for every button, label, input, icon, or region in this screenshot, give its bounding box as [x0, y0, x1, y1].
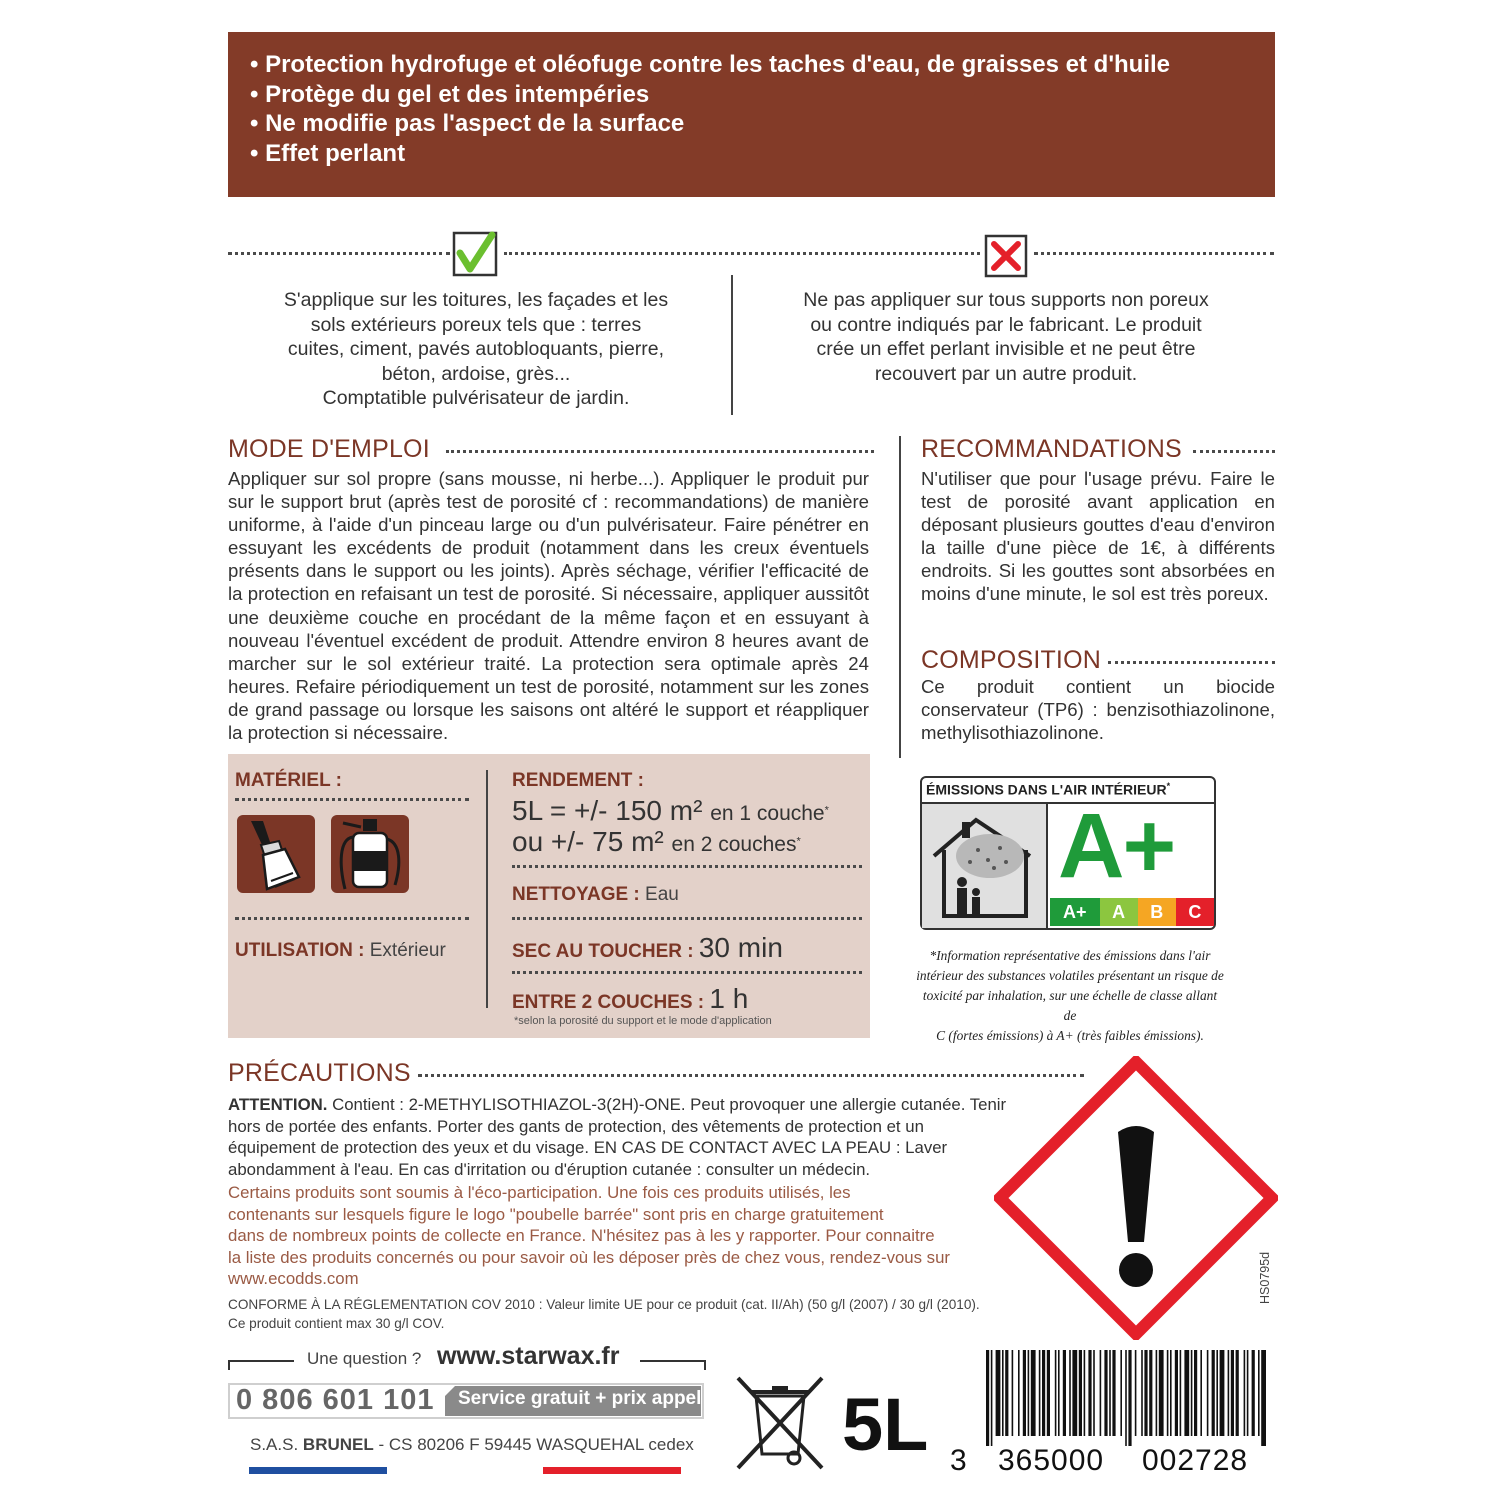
company-address: - CS 80206 F 59445 WASQUEHAL cedex: [373, 1435, 694, 1454]
barcode-bar: [1100, 1350, 1102, 1436]
barcode-bar: [1141, 1350, 1143, 1436]
text-line: intérieur des substances volatiles présentant un risque de: [916, 968, 1224, 983]
text-line: recouvert par un autre produit.: [874, 362, 1138, 385]
barcode-bar: [1028, 1350, 1030, 1436]
divider-dots: [235, 917, 469, 920]
text-line: hors de portée des enfants. Porter des gants de protection, des vêtements de protection et un: [228, 1116, 924, 1136]
barcode-bar: [1069, 1350, 1071, 1436]
barcode-bar: [1079, 1350, 1082, 1436]
ecodds-link[interactable]: www.ecodds.com: [228, 1269, 359, 1289]
rendement-2-big: ou +/- 75 m²: [512, 826, 672, 857]
hazard-exclamation-icon: [994, 1056, 1278, 1340]
barcode-bar: [1236, 1350, 1239, 1436]
barcode-bar: [1231, 1350, 1234, 1436]
barcode-bar: [1093, 1350, 1095, 1436]
flag-stripe-blue: [249, 1467, 387, 1474]
barcode-bar: [1175, 1350, 1178, 1436]
brush-icon: [237, 815, 315, 893]
barcode-bar: [1212, 1350, 1215, 1436]
barcode-bar: [1194, 1350, 1197, 1436]
divider-dots: [1034, 252, 1274, 255]
nettoyage-row: [512, 884, 679, 906]
volume-label: 5L: [842, 1383, 929, 1466]
sec-label: SEC AU TOUCHER :: [512, 941, 694, 962]
divider-dots: [512, 865, 862, 868]
question-label: Une question ?: [307, 1349, 422, 1368]
barcode-bar: [1112, 1350, 1115, 1436]
flag-stripe-red: [543, 1467, 681, 1474]
barcode-bar: [1180, 1350, 1182, 1436]
barcode-bar: [1191, 1350, 1193, 1436]
text-line: ou contre indiqués par le fabricant. Le produit: [810, 313, 1202, 336]
barcode-digits-right: 002728: [1142, 1444, 1249, 1477]
text-line: Ce produit contient max 30 g/l COV.: [228, 1316, 445, 1331]
barcode-bar: [1047, 1350, 1050, 1436]
barcode-bar: [1005, 1350, 1008, 1436]
website-link[interactable]: www.starwax.fr: [437, 1342, 620, 1370]
barcode-bar: [1063, 1350, 1066, 1436]
rendement-line-2: [512, 826, 801, 858]
divider-dots: [504, 252, 980, 255]
barcode-bar: [1247, 1350, 1249, 1436]
utilisation-value: Extérieur: [369, 940, 446, 961]
divider-dots: [418, 1074, 1084, 1077]
barcode-bar: [1159, 1350, 1164, 1436]
barcode-bar: [1156, 1350, 1158, 1436]
bracket-line: [236, 1360, 294, 1362]
sec-value: 30 min: [698, 932, 783, 963]
text-line: toxicité par inhalation, sur une échelle de classe allant de: [922, 988, 1218, 1023]
barcode-bar: [1149, 1350, 1152, 1436]
couches-row: [512, 983, 748, 1015]
barcode-bar: [986, 1350, 989, 1446]
barcode-bar: [1244, 1350, 1246, 1436]
text-line: [228, 1094, 1088, 1116]
barcode-bar: [1042, 1350, 1045, 1436]
nettoyage-value: Eau: [645, 884, 679, 905]
barcode-digits-left: 365000: [998, 1444, 1105, 1477]
bracket-line: [640, 1360, 704, 1362]
barcode-bar: [1200, 1350, 1202, 1436]
rendement-1-big: 5L = +/- 150 m²: [512, 795, 711, 826]
rendement-label: RENDEMENT :: [512, 770, 644, 791]
service-label: Service gratuit + prix appel: [458, 1388, 702, 1409]
barcode-bar: [1104, 1350, 1107, 1436]
rendement-1-small: en 1 couche: [710, 802, 825, 825]
barcode-bar: [1258, 1350, 1260, 1436]
text-line: cuites, ciment, pavés autobloquants, pierre,: [287, 338, 665, 361]
recommandations-text: N'utiliser que pour l'usage prévu. Faire le test de porosité avant application en déposant plusieurs gouttes d'eau d'environ la taille d'une pièce de 1€, à différents endroits. Si les gouttes sont absorbées en moins d'une minute, le sol est très poreux.: [921, 468, 1275, 605]
check-icon: [452, 231, 498, 277]
text-line: S'applique sur les toitures, les façades et les: [283, 289, 669, 311]
barcode-bar: [1072, 1350, 1077, 1436]
barcode-bar: [1261, 1350, 1266, 1446]
divider-dots: [235, 798, 469, 801]
composition-text: Ce produit contient un biocide conservateur (TP6) : benzisothiazolinone, methylisothiazolinone.: [921, 676, 1275, 744]
text-line: dans de nombreux points de collecte en France. N'hésitez pas à les y rapporter. Pour connaitre: [228, 1226, 935, 1246]
barcode-bar: [991, 1350, 993, 1446]
barcode-bar: [1216, 1350, 1218, 1436]
utilisation-row: [235, 940, 446, 962]
unsuitable-surfaces-text: [760, 288, 1252, 386]
cov-text: [228, 1295, 1128, 1333]
features-banner: [228, 32, 1275, 197]
text-line: contenants sur lesquels figure le logo "poubelle barrée" sont pris en charge gratuitement: [228, 1204, 884, 1224]
divider-dots: [512, 917, 862, 920]
barcode-bar: [1128, 1350, 1131, 1446]
text-line: Ne pas appliquer sur tous supports non poreux: [803, 289, 1209, 311]
text-line: crée un effet perlant invisible et ne peut être: [816, 338, 1196, 361]
company-line: [250, 1435, 694, 1455]
text-line: sols extérieurs poreux tels que : terres: [310, 313, 642, 336]
class-b: B: [1138, 898, 1176, 926]
barcode-bar: [1120, 1350, 1122, 1436]
house-icon: [922, 804, 1046, 928]
utilisation-label: UTILISATION :: [235, 940, 365, 961]
attention-label: ATTENTION.: [228, 1095, 328, 1114]
text-line: C (fortes émissions) à A+ (très faibles émissions).: [936, 1028, 1204, 1043]
barcode-bar: [1125, 1350, 1127, 1446]
text-line: Contient : 2-METHYLISOTHIAZOL-3(2H)-ONE. Peut provoquer une allergie cutanée. Tenir: [327, 1095, 1007, 1114]
footnote-star: *: [824, 804, 829, 817]
nettoyage-label: NETTOYAGE :: [512, 884, 640, 905]
barcode-bar: [1039, 1350, 1041, 1436]
crossed-bin-icon: [734, 1374, 826, 1472]
barcode-bar: [1207, 1350, 1209, 1436]
barcode-bar: [996, 1350, 1001, 1436]
barcode-bar: [1220, 1350, 1225, 1436]
barcode-bar: [1031, 1350, 1036, 1436]
text-line: béton, ardoise, grès...: [381, 362, 571, 385]
divider-dots: [1108, 661, 1275, 664]
eco-participation-text: [228, 1182, 1038, 1290]
emissions-title: ÉMISSIONS DANS L'AIR INTÉRIEUR: [926, 781, 1167, 798]
bracket-corner: [696, 1360, 706, 1370]
emissions-scale: [1050, 898, 1214, 926]
materiel-label: MATÉRIEL :: [235, 770, 342, 791]
barcode-bar: [1170, 1350, 1172, 1436]
composition-title: COMPOSITION: [921, 646, 1101, 674]
emissions-note: [916, 946, 1224, 1046]
text-line: *Information représentative des émissions dans l'air: [929, 948, 1211, 963]
text-line: Certains produits sont soumis à l'éco-participation. Une fois ces produits utilisés, les: [228, 1183, 851, 1202]
footnote-star: *: [796, 835, 801, 848]
barcode-bar: [1252, 1350, 1255, 1436]
feature-bullet: • Effet perlant: [250, 139, 406, 167]
text-line: CONFORME À LA RÉGLEMENTATION COV 2010 : Valeur limite UE pour ce produit (cat. II/Ah) (50 g/l (2007) / 30 g/l (2010).: [228, 1297, 980, 1312]
barcode-bar: [1109, 1350, 1111, 1436]
footnote-star: *: [1166, 781, 1171, 791]
barcode-bar: [1002, 1350, 1004, 1436]
couches-value: 1 h: [709, 983, 749, 1014]
feature-bullet: • Ne modifie pas l'aspect de la surface: [250, 110, 685, 138]
barcode-bar: [1144, 1350, 1147, 1436]
feature-bullet: • Protège du gel et des intempéries: [250, 80, 650, 108]
class-c: C: [1176, 898, 1214, 926]
barcode-bar: [1012, 1350, 1014, 1436]
divider-dots: [446, 450, 874, 453]
text-line: abondamment à l'eau. En cas d'irritation ou d'éruption cutanée : consulter un médecin.: [228, 1159, 871, 1179]
company-name: BRUNEL: [302, 1435, 374, 1454]
class-a: A: [1100, 898, 1138, 926]
barcode-bar: [1135, 1350, 1137, 1436]
barcode-bar: [1228, 1350, 1230, 1436]
mode-emploi-title: MODE D'EMPLOI: [228, 435, 430, 463]
rendement-line-1: [512, 795, 829, 827]
cross-icon: [984, 234, 1028, 278]
sprayer-icon: [331, 815, 409, 893]
barcode-bar: [1058, 1350, 1060, 1436]
barcode-bar: [1055, 1350, 1057, 1436]
barcode-bar: [1184, 1350, 1189, 1436]
barcode-bar: [1023, 1350, 1026, 1436]
vertical-divider: [486, 770, 488, 1008]
precautions-title: PRÉCAUTIONS: [228, 1059, 411, 1087]
barcode: [984, 1350, 1268, 1446]
barcode-bar: [1167, 1350, 1169, 1436]
rendement-note: *selon la porosité du support et le mode d'application: [514, 1015, 772, 1027]
barcode-bar: [1088, 1350, 1091, 1436]
couches-label: ENTRE 2 COUCHES :: [512, 992, 705, 1013]
divider-dots: [228, 252, 450, 255]
vertical-divider: [731, 275, 733, 415]
text-line: Comptatible pulvérisateur de jardin.: [322, 387, 630, 410]
sec-row: [512, 932, 783, 964]
text-line: équipement de protection des yeux et du visage. EN CAS DE CONTACT AVEC LA PEAU : Laver: [228, 1138, 948, 1158]
emissions-grade: A+: [1058, 795, 1175, 897]
barcode-digit-first: 3: [950, 1444, 967, 1477]
label-divider: [1046, 804, 1048, 928]
precautions-text: [228, 1094, 1088, 1180]
divider-dots: [512, 971, 862, 974]
suitable-surfaces-text: [248, 288, 704, 411]
rendement-2-small: en 2 couches: [671, 833, 797, 856]
phone-number[interactable]: 0 806 601 101: [236, 1384, 435, 1416]
divider-dots: [1193, 450, 1275, 453]
text-line: la liste des produits concernés ou pour savoir où les déposer près de chez vous, rendez-vous sur: [228, 1247, 950, 1267]
vertical-divider: [899, 436, 901, 758]
barcode-bar: [1018, 1350, 1020, 1436]
mode-emploi-text: Appliquer sur sol propre (sans mousse, ni herbe...). Appliquer le produit pur sur le support brut (après test de porosité cf : recommandations) de manière uniforme, à l'aide d'un pinceau large ou d'un pulvérisateur. Faire pénétrer en essuyant les excédents de produit (notamment dans les creux éventuels présents dans le support ou les joints). Après séchage, vérifier l'efficacité de la protection en refaisant un test de porosité. Si nécessaire, appliquer aussitôt une deuxième couche en procédant de la même façon et en essuyant à nouveau l'éventuel excédent de produit. Attendre environ 8 heures avant de marcher sur le sol extérieur traité. La protection sera optimale après 24 heures. Refaire périodiquement un test de porosité, notamment sur les zones de grand passage ou lorsque les saisons ont altéré le support et réappliquer la protection si nécessaire.: [228, 468, 869, 744]
feature-bullet: • Protection hydrofuge et oléofuge contre les taches d'eau, de graisses et d'huile: [250, 51, 1171, 78]
barcode-bar: [1084, 1350, 1086, 1436]
class-a-plus: A+: [1050, 898, 1100, 926]
product-code: HS0795d: [1258, 1251, 1272, 1304]
recommandations-title: RECOMMANDATIONS: [921, 435, 1182, 463]
company-prefix: S.A.S.: [250, 1435, 303, 1454]
